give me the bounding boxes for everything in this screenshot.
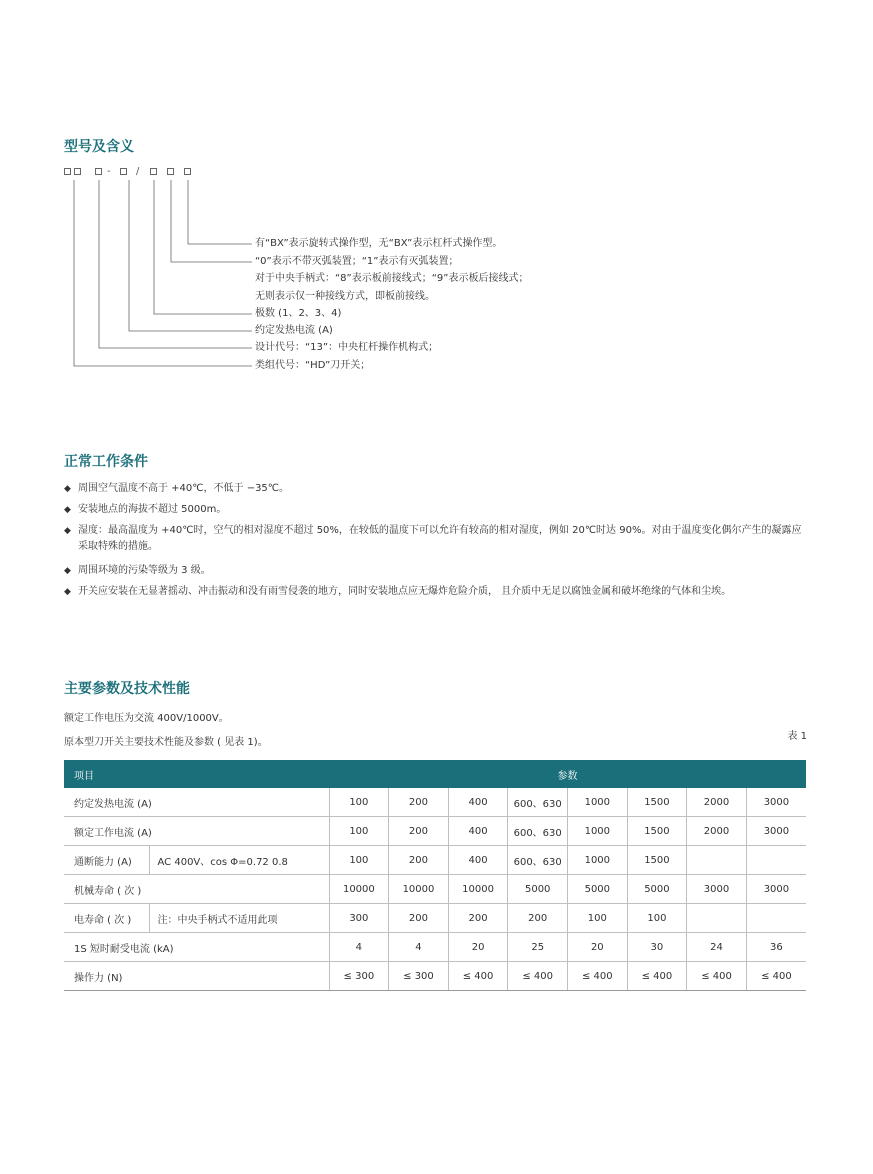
table-cell: 20 — [448, 933, 508, 962]
table-cell: 100 — [329, 817, 389, 846]
code-desc: 对于中央手柄式：“8”表示板前接线式；“9”表示板后接线式； — [255, 273, 529, 284]
table-cell: 600、630 — [508, 846, 568, 875]
table-cell: 4 — [329, 933, 389, 962]
header-params: 参数 — [329, 760, 806, 788]
table-cell — [687, 904, 747, 933]
diamond-bullet-icon: ◆ — [64, 526, 71, 536]
section-title-parameters: 主要参数及技术性能 — [64, 681, 190, 697]
table-cell: 36 — [746, 933, 806, 962]
table-cell: ≤ 400 — [448, 962, 508, 991]
table-cell: ≤ 400 — [627, 962, 687, 991]
diamond-bullet-icon: ◆ — [64, 587, 71, 597]
code-desc: 有“BX”表示旋转式操作型，无“BX”表示杠杆式操作型。 — [255, 238, 503, 249]
code-desc: 无则表示仅一种接线方式，即板前接线。 — [255, 291, 435, 302]
table-cell: 3000 — [746, 788, 806, 817]
table-cell: 200 — [508, 904, 568, 933]
code-desc: “0”表示不带灭弧装置；“1”表示有灭弧装置； — [255, 256, 459, 267]
table-row — [64, 817, 806, 846]
table-cell: 2000 — [687, 788, 747, 817]
leader-line — [171, 180, 252, 262]
leader-line — [74, 180, 252, 366]
table-cell — [746, 904, 806, 933]
table-cell: 25 — [508, 933, 568, 962]
table-cell: 200 — [389, 904, 449, 933]
table-cell: 3000 — [746, 875, 806, 904]
row-label: 额定工作电流 (A) — [64, 817, 329, 846]
table-cell: 5000 — [627, 875, 687, 904]
table-cell: 10000 — [389, 875, 449, 904]
table-cell — [746, 846, 806, 875]
leader-line — [188, 180, 252, 244]
condition-text: 周围空气温度不高于 +40℃，不低于 −35℃。 — [78, 483, 290, 494]
row-label: 约定发热电流 (A) — [64, 788, 329, 817]
table-header-row — [64, 760, 806, 788]
row-label: 1S 短时耐受电流 (kA) — [64, 933, 329, 962]
diamond-bullet-icon: ◆ — [64, 484, 71, 494]
table-cell: 24 — [687, 933, 747, 962]
table-cell: ≤ 300 — [389, 962, 449, 991]
table-cell: 200 — [389, 817, 449, 846]
table-cell: 4 — [389, 933, 449, 962]
table-cell: 100 — [627, 904, 687, 933]
table-intro: 原本型刀开关主要技术性能及参数 ( 见表 1)。 — [64, 737, 268, 748]
table-number: 表 1 — [787, 731, 807, 742]
table-cell: 1000 — [568, 817, 628, 846]
table-cell: ≤ 400 — [746, 962, 806, 991]
header-item: 项目 — [64, 760, 329, 788]
table-cell: 3000 — [746, 817, 806, 846]
table-row — [64, 875, 806, 904]
table-cell: 5000 — [508, 875, 568, 904]
condition-text: 湿度：最高温度为 +40℃时，空气的相对湿度不超过 50%，在较低的温度下可以允许有较高的相对湿度，例如 20℃时达 90%。对由于温度变化偶尔产生的凝露应采取特殊的措施。 — [78, 525, 802, 552]
condition-item — [64, 584, 808, 600]
table-cell: 10000 — [448, 875, 508, 904]
row-sublabel: 注：中央手柄式不适用此项 — [149, 904, 329, 933]
code-slash: / — [136, 166, 140, 177]
table-cell: ≤ 400 — [508, 962, 568, 991]
code-dash: - — [107, 166, 111, 177]
table-cell: 2000 — [687, 817, 747, 846]
table-cell: 30 — [627, 933, 687, 962]
condition-item — [64, 481, 808, 497]
table-cell: ≤ 400 — [687, 962, 747, 991]
table-cell: 400 — [448, 846, 508, 875]
table-cell: 200 — [389, 788, 449, 817]
table-cell: 5000 — [568, 875, 628, 904]
table-row — [64, 788, 806, 817]
table-cell: 600、630 — [508, 788, 568, 817]
spec-table — [64, 760, 806, 991]
leader-line — [99, 180, 252, 348]
row-label: 机械寿命 ( 次 ) — [64, 875, 329, 904]
code-leader-lines — [0, 0, 873, 400]
code-desc: 类组代号：“HD”刀开关； — [255, 360, 371, 371]
voltage-note: 额定工作电压为交流 400V/1000V。 — [64, 713, 229, 724]
table-cell: 1500 — [627, 817, 687, 846]
condition-text: 安装地点的海拔不超过 5000m。 — [78, 504, 227, 515]
diamond-bullet-icon: ◆ — [64, 566, 71, 576]
table-row — [64, 904, 806, 933]
table-cell: 10000 — [329, 875, 389, 904]
code-desc: 约定发热电流 (A) — [255, 325, 333, 336]
table-row — [64, 962, 806, 991]
leader-line — [129, 180, 252, 331]
table-row — [64, 933, 806, 962]
table-cell: 20 — [568, 933, 628, 962]
condition-item — [64, 523, 808, 555]
condition-item — [64, 502, 808, 518]
table-cell: 1500 — [627, 846, 687, 875]
row-label: 电寿命 ( 次 ) — [64, 904, 149, 933]
condition-text: 开关应安装在无显著摇动、冲击振动和没有雨雪侵袭的地方，同时安装地点应无爆炸危险介质， 且介质中无足以腐蚀金属和破坏绝缘的气体和尘埃。 — [78, 586, 732, 597]
table-cell: 100 — [329, 788, 389, 817]
row-label: 通断能力 (A) — [64, 846, 149, 875]
table-cell: 400 — [448, 788, 508, 817]
condition-item — [64, 563, 808, 579]
section-title-model: 型号及含义 — [64, 139, 134, 155]
table-cell: 100 — [329, 846, 389, 875]
table-cell: 1000 — [568, 846, 628, 875]
table-cell: 1500 — [627, 788, 687, 817]
table-cell: 100 — [568, 904, 628, 933]
section-title-conditions: 正常工作条件 — [64, 454, 148, 470]
code-desc: 极数 (1、2、3、4) — [255, 308, 342, 319]
table-cell: 400 — [448, 817, 508, 846]
row-label: 操作力 (N) — [64, 962, 329, 991]
table-row — [64, 846, 806, 875]
table-cell: 1000 — [568, 788, 628, 817]
condition-text: 周围环境的污染等级为 3 级。 — [78, 565, 211, 576]
table-cell: ≤ 400 — [568, 962, 628, 991]
leader-line — [154, 180, 252, 314]
code-desc: 设计代号：“13”：中央杠杆操作机构式； — [255, 342, 439, 353]
table-cell — [687, 846, 747, 875]
table-cell: 200 — [448, 904, 508, 933]
table-cell: 600、630 — [508, 817, 568, 846]
diamond-bullet-icon: ◆ — [64, 505, 71, 515]
table-cell: 300 — [329, 904, 389, 933]
table-cell: ≤ 300 — [329, 962, 389, 991]
row-sublabel: AC 400V、cos Φ=0.72 0.8 — [149, 846, 329, 875]
table-cell: 200 — [389, 846, 449, 875]
table-cell: 3000 — [687, 875, 747, 904]
